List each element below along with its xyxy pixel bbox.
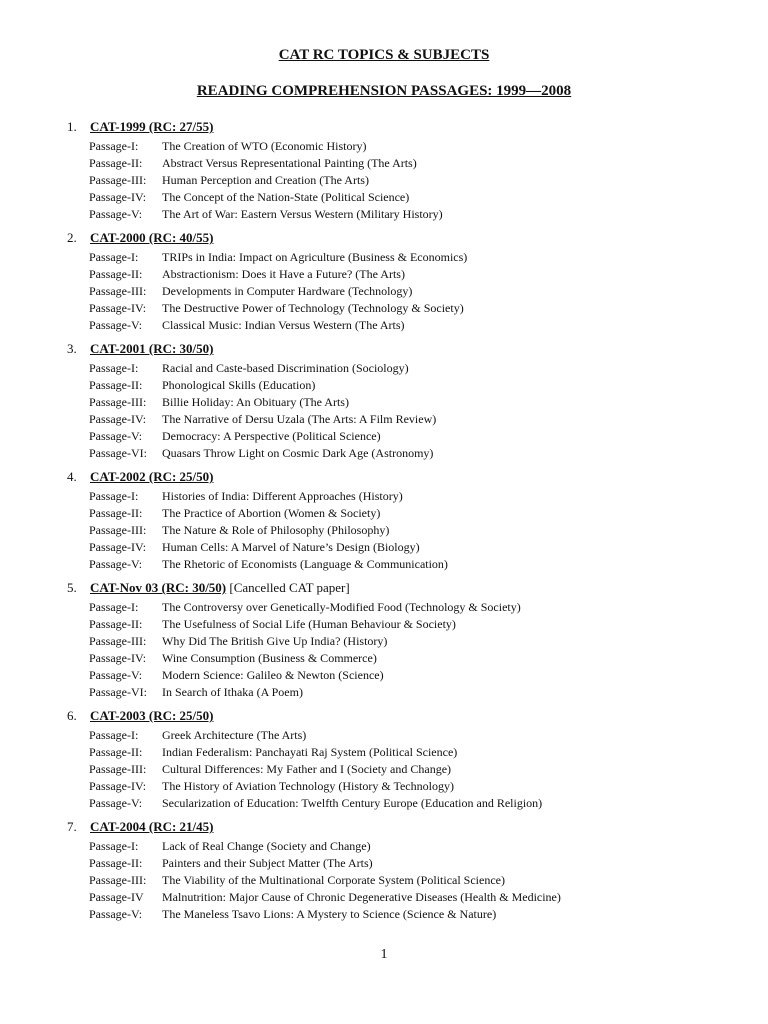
- passage-topic: Wine Consumption (Business & Commerce): [162, 651, 377, 665]
- passage-topic: Developments in Computer Hardware (Technology): [162, 284, 413, 298]
- passage-row: [0, 855, 768, 872]
- passage-row: [0, 172, 768, 189]
- passage-row: [0, 727, 768, 744]
- section-list: [0, 118, 768, 929]
- section-title: [90, 818, 214, 835]
- passage-topic: The History of Aviation Technology (History & Technology): [162, 779, 454, 793]
- passage-topic: The Rhetoric of Economists (Language & Communication): [162, 557, 448, 571]
- section-number: 1.: [67, 119, 77, 134]
- section-title: [90, 579, 350, 596]
- passage-topic: Indian Federalism: Panchayati Raj System (Political Science): [162, 745, 458, 759]
- section-label: CAT-2004 (RC: 21/45): [90, 819, 214, 834]
- passage-label: Passage-V:: [89, 907, 143, 921]
- passage-topic: The Narrative of Dersu Uzala (The Arts: A Film Review): [162, 412, 437, 426]
- passage-label: Passage-V:: [89, 668, 143, 682]
- passage-row: [0, 616, 768, 633]
- passage-row: [0, 795, 768, 812]
- passage-topic: In Search of Ithaka (A Poem): [162, 685, 303, 699]
- passage-label: Passage-IV: [89, 890, 144, 904]
- section-note: [Cancelled CAT paper]: [226, 580, 350, 595]
- passage-topic: The Nature & Role of Philosophy (Philosophy): [162, 523, 390, 537]
- passage-row: [0, 556, 768, 573]
- passage-topic: The Creation of WTO (Economic History): [162, 139, 367, 153]
- passage-label: Passage-II:: [89, 745, 143, 759]
- passage-topic: The Controversy over Genetically-Modified Food (Technology & Society): [162, 600, 521, 614]
- passage-list: [0, 138, 768, 223]
- passage-label: Passage-II:: [89, 506, 143, 520]
- passage-topic: Human Perception and Creation (The Arts): [162, 173, 369, 187]
- passage-row: [0, 428, 768, 445]
- passage-topic: Democracy: A Perspective (Political Science): [162, 429, 381, 443]
- passage-row: [0, 599, 768, 616]
- section-heading: [0, 118, 768, 135]
- passage-row: [0, 744, 768, 761]
- passage-topic: Billie Holiday: An Obituary (The Arts): [162, 395, 349, 409]
- passage-label: Passage-V:: [89, 318, 143, 332]
- passage-label: Passage-IV:: [89, 301, 147, 315]
- passage-list: [0, 599, 768, 701]
- passage-label: Passage-III:: [89, 523, 147, 537]
- section-label: CAT-2001 (RC: 30/50): [90, 341, 214, 356]
- passage-topic: TRIPs in India: Impact on Agriculture (Business & Economics): [162, 250, 468, 264]
- passage-topic: The Concept of the Nation-State (Political Science): [162, 190, 410, 204]
- section-label: CAT-2003 (RC: 25/50): [90, 708, 214, 723]
- section: [0, 229, 768, 334]
- page-number: 1: [380, 947, 388, 962]
- passage-topic: Modern Science: Galileo & Newton (Science): [162, 668, 384, 682]
- passage-topic: Painters and their Subject Matter (The Arts): [162, 856, 373, 870]
- section-heading: [0, 579, 768, 596]
- passage-topic: Human Cells: A Marvel of Nature’s Design (Biology): [162, 540, 420, 554]
- passage-row: [0, 445, 768, 462]
- passage-label: Passage-IV:: [89, 779, 147, 793]
- passage-topic: The Art of War: Eastern Versus Western (Military History): [162, 207, 443, 221]
- passage-label: Passage-I:: [89, 139, 139, 153]
- section-heading: [0, 229, 768, 246]
- passage-topic: Cultural Differences: My Father and I (Society and Change): [162, 762, 452, 776]
- passage-row: [0, 761, 768, 778]
- passage-label: Passage-II:: [89, 617, 143, 631]
- section-number: 5.: [67, 580, 77, 595]
- passage-topic: The Destructive Power of Technology (Technology & Society): [162, 301, 464, 315]
- section-label: CAT-Nov 03 (RC: 30/50): [90, 580, 227, 595]
- passage-label: Passage-I:: [89, 839, 139, 853]
- passage-row: [0, 206, 768, 223]
- passage-topic: The Maneless Tsavo Lions: A Mystery to Science (Science & Nature): [162, 907, 497, 921]
- section-number: 4.: [67, 469, 77, 484]
- passage-row: [0, 522, 768, 539]
- passage-topic: Abstractionism: Does it Have a Future? (The Arts): [162, 267, 405, 281]
- passage-row: [0, 633, 768, 650]
- passage-topic: Histories of India: Different Approaches (History): [162, 489, 403, 503]
- section-heading: [0, 707, 768, 724]
- passage-label: Passage-I:: [89, 600, 139, 614]
- passage-row: [0, 394, 768, 411]
- passage-topic: Malnutrition: Major Cause of Chronic Degenerative Diseases (Health & Medicine): [162, 890, 561, 904]
- section-title: [90, 340, 214, 357]
- passage-label: Passage-III:: [89, 173, 147, 187]
- passage-label: Passage-IV:: [89, 651, 147, 665]
- section-label: CAT-2000 (RC: 40/55): [90, 230, 214, 245]
- passage-topic: Racial and Caste-based Discrimination (Sociology): [162, 361, 409, 375]
- passage-label: Passage-V:: [89, 429, 143, 443]
- page-title: CAT RC TOPICS & SUBJECTS: [278, 47, 490, 63]
- section-label: CAT-2002 (RC: 25/50): [90, 469, 214, 484]
- passage-row: [0, 906, 768, 923]
- section: [0, 340, 768, 462]
- passage-topic: Secularization of Education: Twelfth Century Europe (Education and Religion): [162, 796, 543, 810]
- section-label: CAT-1999 (RC: 27/55): [90, 119, 214, 134]
- passage-row: [0, 266, 768, 283]
- passage-row: [0, 377, 768, 394]
- passage-label: Passage-V:: [89, 557, 143, 571]
- passage-row: [0, 488, 768, 505]
- page-subtitle: READING COMPREHENSION PASSAGES: 1999—2008: [196, 83, 572, 99]
- passage-label: Passage-V:: [89, 207, 143, 221]
- passage-label: Passage-I:: [89, 489, 139, 503]
- passage-label: Passage-III:: [89, 873, 147, 887]
- passage-row: [0, 300, 768, 317]
- passage-row: [0, 138, 768, 155]
- passage-label: Passage-IV:: [89, 540, 147, 554]
- passage-row: [0, 360, 768, 377]
- section-title: [90, 118, 214, 135]
- section-number: 3.: [67, 341, 77, 356]
- passage-topic: The Practice of Abortion (Women & Society): [162, 506, 381, 520]
- passage-row: [0, 189, 768, 206]
- passage-label: Passage-VI:: [89, 446, 147, 460]
- passage-row: [0, 317, 768, 334]
- section: [0, 818, 768, 923]
- passage-topic: Abstract Versus Representational Painting (The Arts): [162, 156, 417, 170]
- passage-label: Passage-III:: [89, 395, 147, 409]
- passage-label: Passage-III:: [89, 762, 147, 776]
- passage-topic: Lack of Real Change (Society and Change): [162, 839, 371, 853]
- passage-label: Passage-II:: [89, 156, 143, 170]
- section-heading: [0, 818, 768, 835]
- passage-label: Passage-IV:: [89, 412, 147, 426]
- passage-label: Passage-I:: [89, 250, 139, 264]
- section-number: 7.: [67, 819, 77, 834]
- section-title: [90, 468, 214, 485]
- section: [0, 707, 768, 812]
- passage-row: [0, 889, 768, 906]
- passage-row: [0, 283, 768, 300]
- section-heading: [0, 468, 768, 485]
- passage-topic: Classical Music: Indian Versus Western (The Arts): [162, 318, 405, 332]
- passage-topic: Why Did The British Give Up India? (History): [162, 634, 388, 648]
- passage-row: [0, 684, 768, 701]
- passage-topic: Phonological Skills (Education): [162, 378, 316, 392]
- passage-list: [0, 727, 768, 812]
- passage-row: [0, 667, 768, 684]
- section: [0, 579, 768, 701]
- passage-row: [0, 155, 768, 172]
- passage-list: [0, 488, 768, 573]
- section: [0, 468, 768, 573]
- passage-label: Passage-III:: [89, 634, 147, 648]
- passage-label: Passage-II:: [89, 378, 143, 392]
- passage-row: [0, 505, 768, 522]
- section-heading: [0, 340, 768, 357]
- passage-row: [0, 539, 768, 556]
- section: [0, 118, 768, 223]
- passage-label: Passage-IV:: [89, 190, 147, 204]
- passage-row: [0, 778, 768, 795]
- passage-label: Passage-VI:: [89, 685, 147, 699]
- passage-topic: The Viability of the Multinational Corporate System (Political Science): [162, 873, 505, 887]
- passage-list: [0, 838, 768, 923]
- passage-label: Passage-I:: [89, 361, 139, 375]
- section-title: [90, 229, 214, 246]
- passage-list: [0, 360, 768, 462]
- section-number: 6.: [67, 708, 77, 723]
- section-number: 2.: [67, 230, 77, 245]
- passage-label: Passage-I:: [89, 728, 139, 742]
- passage-row: [0, 411, 768, 428]
- passage-row: [0, 838, 768, 855]
- passage-list: [0, 249, 768, 334]
- section-title: [90, 707, 214, 724]
- passage-topic: Quasars Throw Light on Cosmic Dark Age (Astronomy): [162, 446, 434, 460]
- passage-label: Passage-II:: [89, 856, 143, 870]
- passage-topic: Greek Architecture (The Arts): [162, 728, 307, 742]
- passage-row: [0, 872, 768, 889]
- passage-label: Passage-V:: [89, 796, 143, 810]
- passage-label: Passage-II:: [89, 267, 143, 281]
- passage-row: [0, 650, 768, 667]
- passage-label: Passage-III:: [89, 284, 147, 298]
- passage-topic: The Usefulness of Social Life (Human Behaviour & Society): [162, 617, 456, 631]
- passage-row: [0, 249, 768, 266]
